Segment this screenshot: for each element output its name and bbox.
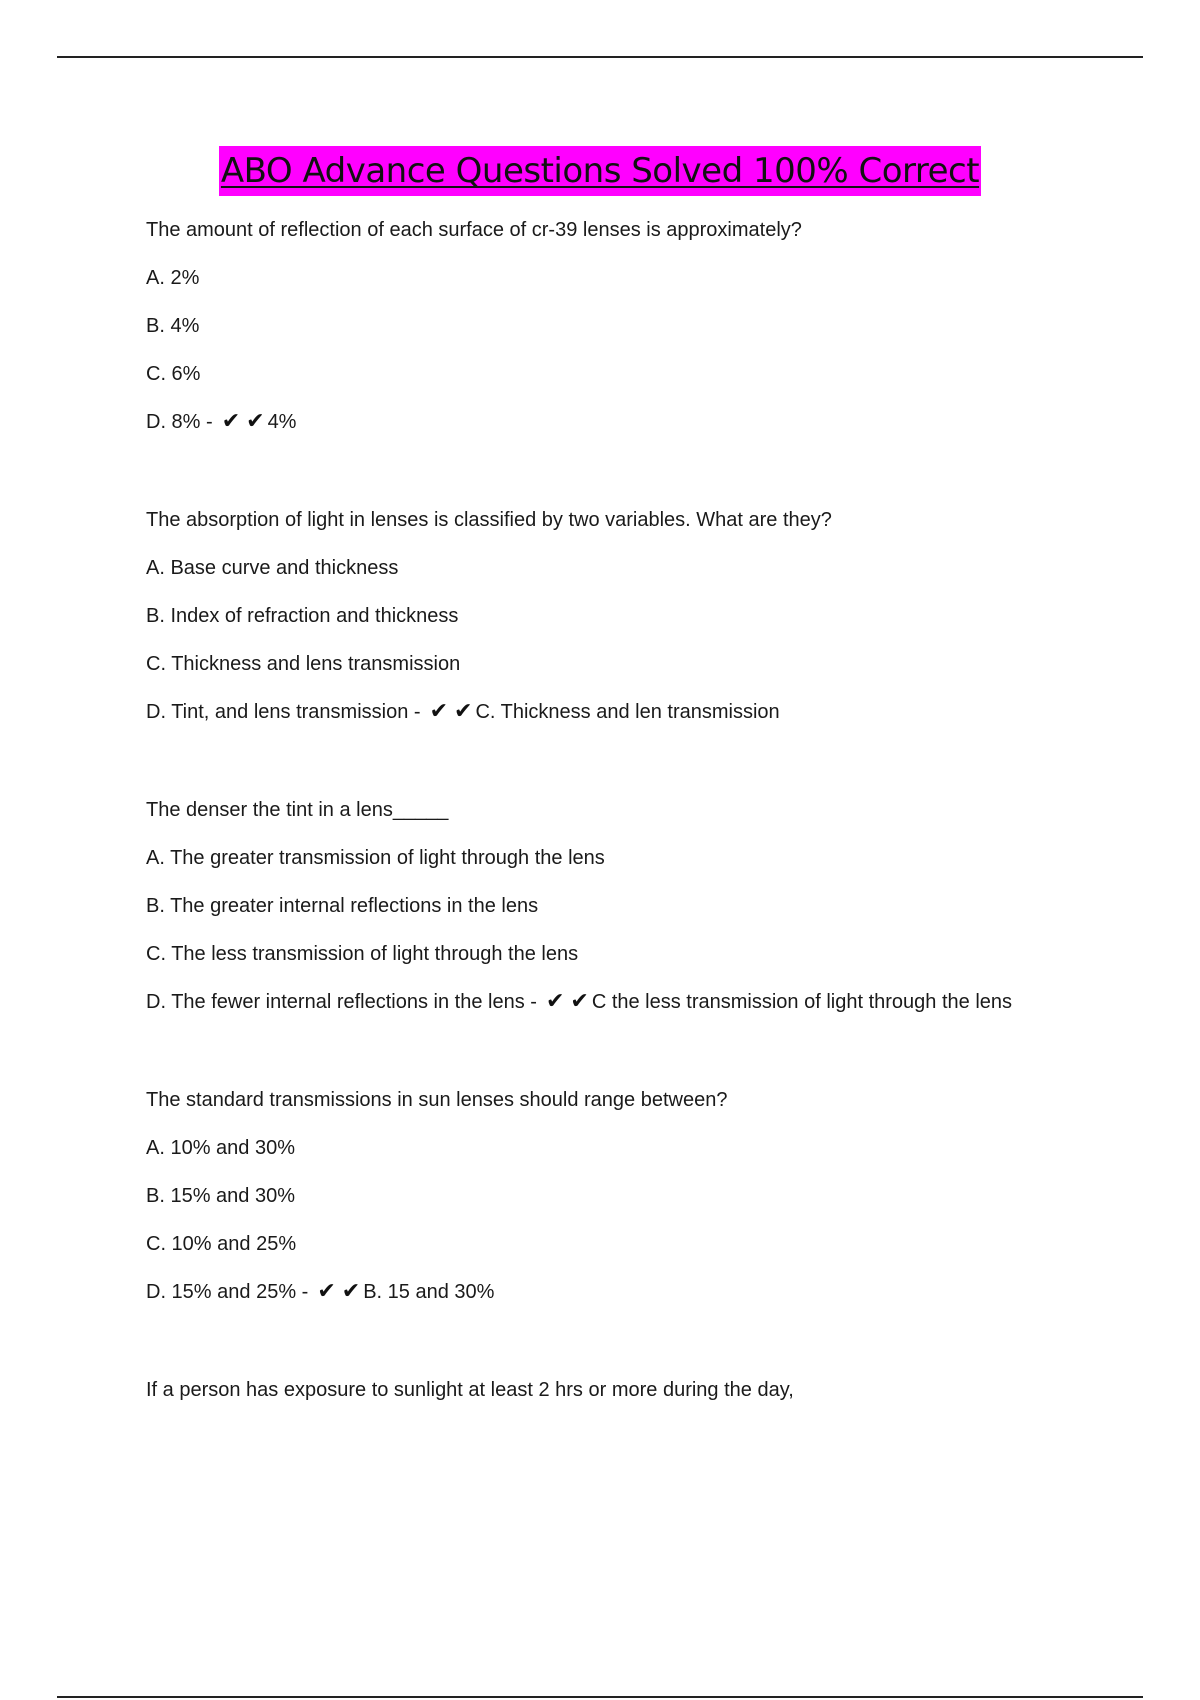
option-a: A. 2% (146, 267, 200, 289)
title-wrap (0, 146, 1200, 196)
check-mark-icon: ✔ (341, 1279, 361, 1304)
question-spacer (146, 1306, 1086, 1376)
option-d: D. The fewer internal reflections in the lens - (146, 991, 537, 1013)
option-d: D. Tint, and lens transmission - (146, 701, 421, 723)
option-b: B. 4% (146, 315, 200, 337)
check-mark-icon: ✔ (246, 409, 265, 434)
question-text: The standard transmissions in sun lenses should range between? (146, 1089, 728, 1111)
check-mark-icon: ✔ (317, 1279, 336, 1304)
footer-rule (57, 1696, 1143, 1698)
question-text: The amount of reflection of each surface of cr-39 lenses is approximately? (146, 219, 802, 241)
answer-text: C the less transmission of light through the lens (591, 991, 1013, 1013)
check-mark-icon: ✔ (570, 989, 589, 1014)
answer-text: C. Thickness and len transmission (475, 701, 780, 723)
option-c: C. The less transmission of light through the lens (146, 943, 579, 965)
trailing-question-text: If a person has exposure to sunlight at least 2 hrs or more during the day, (146, 1379, 794, 1401)
question-block (146, 1086, 1086, 1306)
option-a: A. Base curve and thickness (146, 557, 399, 579)
option-d-with-answer (146, 698, 1086, 726)
check-mark-icon: ✔ (221, 409, 241, 434)
question-block (146, 216, 1086, 436)
option-d: D. 8% - (146, 411, 213, 433)
option-d: D. 15% and 25% - (146, 1281, 309, 1303)
question-text: The absorption of light in lenses is classified by two variables. What are they? (146, 509, 832, 531)
answer-text: B. 15 and 30% (363, 1281, 495, 1303)
question-spacer (146, 436, 1086, 506)
question-spacer (146, 726, 1086, 796)
question-block (146, 506, 1086, 726)
question-text: The denser the tint in a lens_____ (146, 799, 449, 821)
option-d-with-answer (146, 408, 1086, 436)
option-a: A. 10% and 30% (146, 1137, 295, 1159)
check-mark-icon: ✔ (454, 699, 473, 724)
question-spacer (146, 1016, 1086, 1086)
question-block (146, 796, 1086, 1016)
check-mark-icon: ✔ (545, 989, 565, 1014)
header-rule (57, 56, 1143, 58)
question-list (146, 216, 1086, 1424)
option-b: B. 15% and 30% (146, 1185, 295, 1207)
option-c: C. 6% (146, 363, 201, 385)
option-b: B. The greater internal reflections in the lens (146, 895, 539, 917)
option-c: C. 10% and 25% (146, 1233, 297, 1255)
check-mark-icon: ✔ (429, 699, 448, 724)
answer-text: 4% (267, 411, 297, 433)
option-a: A. The greater transmission of light through the lens (146, 847, 605, 869)
option-d-with-answer (146, 988, 1086, 1016)
option-c: C. Thickness and lens transmission (146, 653, 461, 675)
option-b: B. Index of refraction and thickness (146, 605, 459, 627)
option-d-with-answer (146, 1278, 1086, 1306)
document-title: ABO Advance Questions Solved 100% Correct (219, 146, 981, 196)
